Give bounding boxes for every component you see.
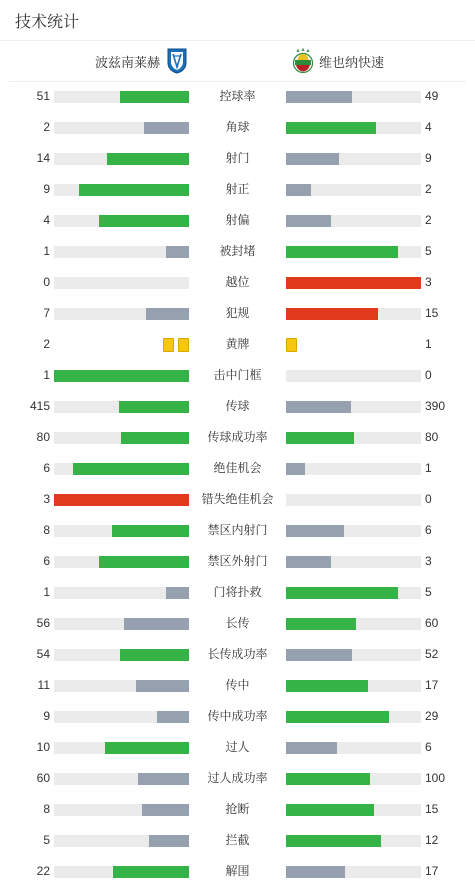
away-bar — [286, 525, 421, 537]
away-value: 5 — [425, 244, 432, 258]
away-value: 6 — [425, 523, 432, 537]
stat-row — [0, 732, 475, 763]
away-value: 15 — [425, 802, 439, 816]
stat-row — [0, 701, 475, 732]
home-value: 1 — [43, 244, 50, 258]
stat-label: 传球成功率 — [207, 430, 268, 444]
home-bar — [54, 401, 189, 413]
away-value: 2 — [425, 213, 432, 227]
home-value: 54 — [36, 647, 50, 661]
stat-row — [0, 174, 475, 205]
home-value: 1 — [43, 585, 50, 599]
away-yellow-cards — [286, 338, 297, 352]
home-bar — [54, 649, 189, 661]
home-value: 8 — [43, 523, 50, 537]
away-value: 17 — [425, 678, 439, 692]
stat-label: 过人 — [225, 740, 250, 754]
away-value: 29 — [425, 709, 439, 723]
home-value: 3 — [43, 492, 50, 506]
home-bar — [54, 153, 189, 165]
away-value: 1 — [425, 337, 432, 351]
home-value: 2 — [43, 337, 50, 351]
away-value: 17 — [425, 864, 439, 878]
away-bar-fill — [286, 401, 351, 413]
home-bar-fill — [119, 401, 189, 413]
away-bar-fill — [286, 804, 374, 816]
stat-label: 长传 — [225, 616, 250, 630]
away-bar-fill — [286, 184, 311, 196]
stat-label: 绝佳机会 — [213, 461, 262, 475]
away-bar — [286, 370, 421, 382]
lech-poznan-crest-icon — [166, 48, 188, 74]
away-value: 60 — [425, 616, 439, 630]
home-value: 0 — [43, 275, 50, 289]
stat-label: 击中门框 — [213, 368, 262, 382]
teams-row — [9, 41, 466, 82]
home-yellow-cards — [163, 338, 189, 352]
away-bar — [286, 246, 421, 258]
away-bar — [286, 91, 421, 103]
stat-row — [0, 391, 475, 422]
stat-label: 禁区内射门 — [207, 523, 268, 537]
home-bar — [54, 432, 189, 444]
stat-row — [0, 143, 475, 174]
away-bar-fill — [286, 308, 378, 320]
away-bar — [286, 494, 421, 506]
stat-row — [0, 236, 475, 267]
stat-row — [0, 670, 475, 701]
stat-label: 错失绝佳机会 — [201, 492, 274, 506]
stat-row — [0, 825, 475, 856]
stat-row — [0, 81, 475, 112]
away-bar — [286, 804, 421, 816]
home-value: 2 — [43, 120, 50, 134]
home-bar-fill — [124, 618, 189, 630]
stat-label: 传中 — [225, 678, 250, 692]
away-bar — [286, 277, 421, 289]
away-team-name: 维也纳快速 — [319, 54, 385, 70]
home-bar — [54, 773, 189, 785]
home-bar — [54, 680, 189, 692]
away-bar — [286, 122, 421, 134]
stat-row — [0, 360, 475, 391]
home-bar-fill — [157, 711, 189, 723]
home-bar — [54, 556, 189, 568]
home-value: 8 — [43, 802, 50, 816]
home-bar-fill — [138, 773, 189, 785]
home-value: 22 — [36, 864, 50, 878]
stat-row — [0, 794, 475, 825]
stat-label: 抢断 — [225, 802, 250, 816]
home-value: 7 — [43, 306, 50, 320]
home-bar — [54, 835, 189, 847]
stat-row — [0, 639, 475, 670]
away-value: 3 — [425, 554, 432, 568]
home-bar — [54, 866, 189, 878]
stat-row — [0, 267, 475, 298]
stat-label: 角球 — [225, 120, 250, 134]
home-bar — [54, 711, 189, 723]
away-value: 2 — [425, 182, 432, 196]
home-value: 5 — [43, 833, 50, 847]
stat-row — [0, 856, 475, 887]
stat-row — [0, 546, 475, 577]
away-bar — [286, 742, 421, 754]
home-bar-fill — [113, 866, 189, 878]
home-bar — [54, 277, 189, 289]
rapid-wien-crest-icon — [292, 48, 314, 74]
home-bar-fill — [99, 556, 189, 568]
away-bar — [286, 153, 421, 165]
stat-label: 长传成功率 — [207, 647, 268, 661]
home-value: 6 — [43, 554, 50, 568]
home-bar-fill — [99, 215, 189, 227]
home-bar-fill — [54, 370, 189, 382]
home-value: 4 — [43, 213, 50, 227]
away-value: 1 — [425, 461, 432, 475]
stat-row — [0, 205, 475, 236]
away-bar — [286, 618, 421, 630]
home-value: 9 — [43, 182, 50, 196]
page-title: 技术统计 — [15, 13, 80, 31]
away-bar — [286, 587, 421, 599]
away-bar — [286, 835, 421, 847]
away-bar — [286, 866, 421, 878]
stat-label: 禁区外射门 — [207, 554, 268, 568]
yellow-card-icon — [286, 338, 297, 352]
home-bar — [54, 618, 189, 630]
stat-label: 射门 — [225, 151, 250, 165]
home-bar-fill — [149, 835, 189, 847]
home-bar-fill — [144, 122, 189, 134]
stat-row — [0, 298, 475, 329]
away-value: 15 — [425, 306, 439, 320]
home-bar-fill — [136, 680, 189, 692]
home-value: 51 — [36, 89, 50, 103]
away-value: 100 — [425, 771, 446, 785]
away-bar — [286, 649, 421, 661]
away-bar — [286, 401, 421, 413]
away-value: 0 — [425, 492, 432, 506]
yellow-card-icon — [178, 338, 189, 352]
home-value: 415 — [29, 399, 50, 413]
away-value: 9 — [425, 151, 432, 165]
home-team-name: 波兹南莱赫 — [94, 54, 160, 70]
away-bar-fill — [286, 215, 331, 227]
stat-label: 射正 — [225, 182, 250, 196]
home-bar-fill — [112, 525, 189, 537]
home-bar — [54, 587, 189, 599]
home-bar-fill — [166, 246, 189, 258]
away-bar-fill — [286, 680, 368, 692]
stat-row — [0, 608, 475, 639]
home-bar-fill — [107, 153, 189, 165]
home-value: 56 — [36, 616, 50, 630]
away-value: 52 — [425, 647, 439, 661]
stat-row — [0, 329, 475, 360]
home-bar-fill — [121, 432, 189, 444]
home-bar-fill — [120, 649, 189, 661]
stat-label: 拦截 — [225, 833, 250, 847]
stat-label: 黄牌 — [225, 337, 250, 351]
away-bar-fill — [286, 866, 345, 878]
away-bar-fill — [286, 246, 398, 258]
home-value: 14 — [36, 151, 50, 165]
home-bar — [54, 122, 189, 134]
stat-label: 被封堵 — [219, 244, 256, 258]
away-value: 390 — [425, 399, 446, 413]
away-value: 49 — [425, 89, 439, 103]
away-bar-fill — [286, 556, 331, 568]
yellow-card-icon — [163, 338, 174, 352]
home-bar — [54, 804, 189, 816]
home-bar-fill — [166, 587, 189, 599]
away-bar-fill — [286, 122, 376, 134]
stats-list — [0, 81, 475, 887]
stat-label: 传球 — [225, 399, 250, 413]
home-team[interactable] — [95, 41, 188, 81]
away-bar — [286, 432, 421, 444]
home-bar-fill — [79, 184, 189, 196]
away-bar — [286, 215, 421, 227]
away-bar — [286, 463, 421, 475]
home-bar — [54, 742, 189, 754]
stat-label: 射偏 — [225, 213, 250, 227]
away-bar — [286, 773, 421, 785]
stat-row — [0, 453, 475, 484]
home-value: 11 — [37, 678, 50, 692]
away-bar-fill — [286, 525, 344, 537]
home-bar — [54, 370, 189, 382]
away-value: 5 — [425, 585, 432, 599]
away-bar-fill — [286, 463, 305, 475]
away-value: 12 — [425, 833, 439, 847]
stat-row — [0, 484, 475, 515]
home-bar-fill — [73, 463, 189, 475]
home-bar — [54, 463, 189, 475]
stat-label: 越位 — [225, 275, 250, 289]
stat-label: 门将扑救 — [213, 585, 262, 599]
home-value: 9 — [43, 709, 50, 723]
away-bar-fill — [286, 742, 337, 754]
stat-label: 解围 — [225, 864, 250, 878]
away-value: 6 — [425, 740, 432, 754]
away-bar — [286, 556, 421, 568]
home-value: 1 — [43, 368, 50, 382]
home-bar-fill — [142, 804, 189, 816]
stat-row — [0, 422, 475, 453]
stat-row — [0, 112, 475, 143]
away-value: 3 — [425, 275, 432, 289]
home-bar — [54, 91, 189, 103]
away-bar — [286, 680, 421, 692]
away-bar-fill — [286, 711, 389, 723]
home-bar — [54, 525, 189, 537]
home-value: 6 — [43, 461, 50, 475]
stat-label: 犯规 — [225, 306, 250, 320]
stat-row — [0, 577, 475, 608]
away-bar-fill — [286, 277, 421, 289]
home-bar-fill — [105, 742, 189, 754]
stat-row — [0, 515, 475, 546]
home-bar — [54, 215, 189, 227]
away-value: 0 — [425, 368, 432, 382]
away-bar-fill — [286, 835, 381, 847]
away-value: 80 — [425, 430, 439, 444]
home-value: 60 — [36, 771, 50, 785]
home-bar — [54, 246, 189, 258]
away-bar-fill — [286, 649, 352, 661]
away-bar-fill — [286, 432, 354, 444]
home-bar-fill — [146, 308, 189, 320]
away-bar — [286, 184, 421, 196]
away-bar-fill — [286, 618, 356, 630]
home-bar-fill — [54, 494, 189, 506]
away-bar-fill — [286, 91, 352, 103]
stat-label: 传中成功率 — [207, 709, 268, 723]
home-bar-fill — [120, 91, 189, 103]
away-bar-fill — [286, 587, 398, 599]
home-value: 80 — [36, 430, 50, 444]
away-bar-fill — [286, 773, 370, 785]
away-bar — [286, 711, 421, 723]
away-bar-fill — [286, 153, 339, 165]
stat-label: 过人成功率 — [207, 771, 268, 785]
home-bar — [54, 494, 189, 506]
home-value: 10 — [36, 740, 50, 754]
away-bar — [286, 308, 421, 320]
stat-label: 控球率 — [219, 89, 256, 103]
stat-row — [0, 763, 475, 794]
away-team[interactable] — [292, 41, 384, 81]
home-bar — [54, 184, 189, 196]
stats-header — [0, 0, 475, 41]
away-value: 4 — [425, 120, 432, 134]
home-bar — [54, 308, 189, 320]
